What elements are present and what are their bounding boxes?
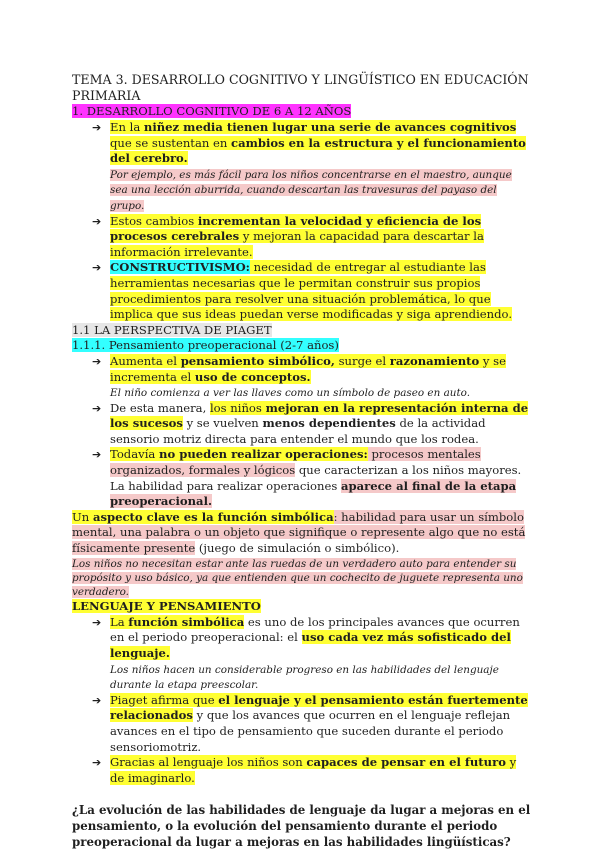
arrow-icon: ➔ — [92, 261, 102, 275]
list-item: ➔ CONSTRUCTIVISMO: necesidad de entregar al estudiante las herramientas necesarias que le permitan construir sus propios procedimientos para resolver una situación problemática, lo que implica que sus ideas puedan verse modificadas y siga aprendiendo. — [92, 260, 513, 322]
list-item: ➔ De esta manera, los niños mejoran en la representación interna de los sucesos y se vuelven menos dependientes de la actividad sensorio motriz directa para entender el mundo que los rodea. — [92, 400, 529, 446]
arrow-icon: ➔ — [92, 401, 102, 415]
arrow-icon: ➔ — [92, 214, 102, 228]
arrow-icon: ➔ — [92, 693, 102, 707]
example-text: Los niños hacen un considerable progreso en las habilidades del lenguaje durante la etapa preescolar. — [110, 663, 499, 692]
section-2-list — [72, 354, 532, 510]
section-1-list — [72, 120, 532, 323]
arrow-icon: ➔ — [92, 448, 102, 462]
document-title: TEMA 3. DESARROLLO COGNITIVO Y LINGÜÍSTICO EN EDUCACIÓN PRIMARIA — [72, 72, 529, 104]
subsection-heading: 1.1.1. Pensamiento preoperacional (2-7 años) — [72, 338, 339, 353]
symbolic-function-paragraph: Un aspecto clave es la función simbólica: habilidad para usar un símbolo mental, una palabra o un objeto que signifique o represente algo que no está físicamente presente (juego de simulación o simbólico). — [72, 509, 526, 556]
section-1-heading: 1. DESARROLLO COGNITIVO DE 6 A 12 AÑOS — [72, 104, 352, 119]
document-page — [72, 72, 532, 850]
list-item: ➔ Piaget afirma que el lenguaje y el pensamiento están fuertemente relacionados y que los avances que ocurren en el lenguaje reflejan avances en el tipo de pensamiento que suceden durante el periodo sensoriomotriz. — [92, 692, 528, 754]
list-item: ➔ Estos cambios incrementan la velocidad y eficiencia de los procesos cerebrales y mejoran la capacidad para descartar la información irrelevante. — [92, 213, 484, 259]
arrow-icon: ➔ — [92, 615, 102, 629]
list-item: ➔ Todavía no pueden realizar operaciones: procesos mentales organizados, formales y lógicos que caracterizan a los niños mayores. La habilidad para realizar operaciones aparece al final de la etapa preoperacional. — [92, 447, 522, 509]
example-text: Por ejemplo, es más fácil para los niños concentrarse en el maestro, aunque sea una lección aburrida, cuando descartan las travesuras del payaso del grupo. — [110, 168, 512, 212]
list-item: ➔ Aumenta el pensamiento simbólico, surge el razonamiento y se incrementa el uso de conceptos. El niño comienza a ver las llaves como un símbolo de paseo en auto. — [92, 353, 506, 400]
arrow-icon: ➔ — [92, 354, 102, 368]
list-item: ➔ La función simbólica es uno de los principales avances que ocurren en el periodo preoperacional: el uso cada vez más sofisticado del lenguaje. Los niños hacen un considerable progreso en las habilidades del lenguaje durante la etapa preescolar. — [92, 614, 520, 692]
section-2-heading: 1.1 LA PERSPECTIVA DE PIAGET — [72, 322, 272, 337]
arrow-icon: ➔ — [92, 756, 102, 770]
closing-question: ¿La evolución de las habilidades de lenguaje da lugar a mejoras en el pensamiento, o la evolución del pensamiento durante el periodo preoperacional da lugar a mejoras en las habilidades lingüísticas? — [72, 803, 531, 850]
arrow-icon: ➔ — [92, 121, 102, 134]
list-item: ➔ Gracias al lenguaje los niños son capaces de pensar en el futuro y de imaginarlo. — [92, 755, 517, 785]
section-3-heading: LENGUAJE Y PENSAMIENTO — [72, 599, 261, 614]
section-3-list — [72, 615, 532, 787]
example-text: Los niños no necesitan estar ante las ruedas de un verdadero auto para entender su propósito y uso básico, ya que entienden que un cochecito de juguete representa uno verdadero. — [72, 557, 523, 599]
example-text: El niño comienza a ver las llaves como un símbolo de paseo en auto. — [110, 387, 471, 400]
list-item: ➔ En la niñez media tienen lugar una serie de avances cognitivos que se sustentan en cambios en la estructura y el funcionamiento del cerebro. Por ejemplo, es más fácil para los niños concentrarse en el maestro, aunque sea una lección aburrida, cuando descartan las travesuras del payaso del grupo. — [92, 120, 526, 212]
